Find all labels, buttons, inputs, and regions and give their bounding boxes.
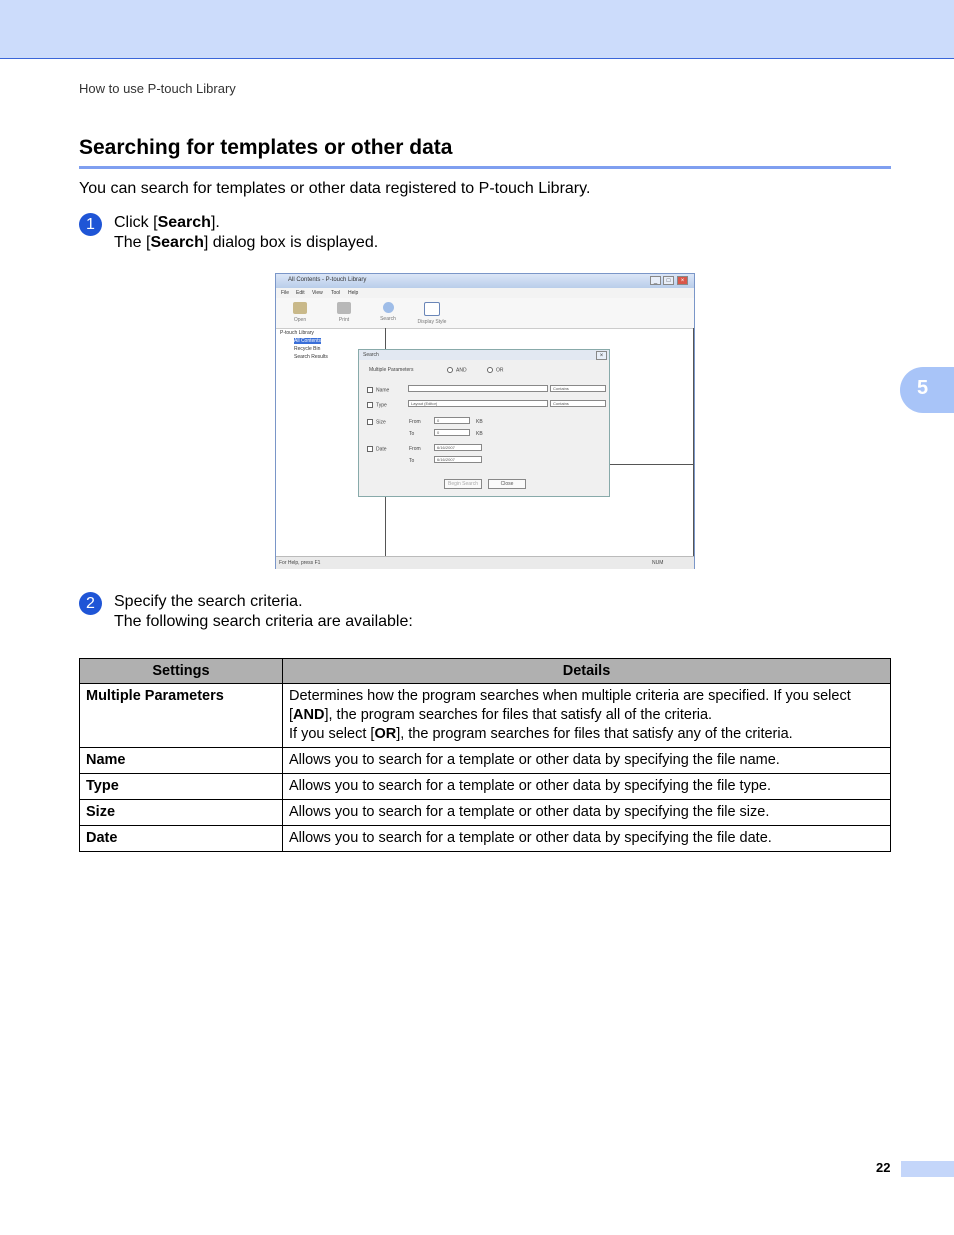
running-header: How to use P-touch Library [79,81,236,96]
dialog-close-icon: × [596,351,607,360]
table-header-settings: Settings [80,659,283,684]
status-bar: For Help, press F1 NUM [276,556,694,569]
minimize-icon: _ [650,276,661,285]
step-number-icon: 2 [79,592,102,615]
folder-icon [293,302,307,314]
title-underline [79,166,891,169]
header-band [0,0,954,59]
magnifier-icon [383,302,394,313]
display-style-icon [424,302,440,316]
table-row: Multiple Parameters Determines how the program searches when multiple criteria are specified. If you select [AND], the program searches for files that satisfy all of the criteria. If you select [OR], the program searches for files that satisfy any of the criteria. [80,684,891,748]
table-row: Date Allows you to search for a template or other data by specifying the file date. [80,826,891,852]
intro-paragraph: You can search for templates or other data registered to P-touch Library. [79,180,591,197]
window-titlebar: All Contents - P-touch Library _ □ × [276,274,694,288]
pane-border [693,328,694,556]
print-tool: Print [326,302,362,323]
list-divider [609,464,693,465]
close-icon: × [677,276,688,285]
toolbar [276,298,694,329]
printer-icon [337,302,351,314]
table-row: Type Allows you to search for a template or other data by specifying the file type. [80,774,891,800]
chapter-tab: 5 [900,367,954,413]
search-criteria-table [79,658,891,852]
step-1-text: Click [Search]. The [Search] dialog box is displayed. [114,214,379,251]
search-dialog: Search × Multiple Parameters AND OR Name Contains Type Layout (Editor) Contains Size From 0 KB To 0 KB Date From 6/16/2007 To 6/16/2007 Begin Search Close [358,349,610,497]
search-tool: Search [370,302,406,322]
menu-bar: File Edit View Tool Help [276,288,694,298]
table-row: Size Allows you to search for a template or other data by specifying the file size. [80,800,891,826]
footer-bar [901,1161,954,1177]
maximize-icon: □ [663,276,674,285]
folder-tree: P-touch Library All Contents Recycle Bin Search Results [280,330,328,360]
step-number-icon: 1 [79,213,102,236]
table-row: Name Allows you to search for a template or other data by specifying the file name. [80,748,891,774]
page-number: 22 [876,1160,891,1175]
display-style-tool: Display Style [414,302,450,325]
table-header-row [80,659,891,684]
table-header-details: Details [283,659,891,684]
step-2-text: Specify the search criteria. The following search criteria are available: [114,593,413,630]
open-tool: Open [282,302,318,323]
section-title: Searching for templates or other data [79,136,453,159]
search-dialog-screenshot [275,273,695,569]
